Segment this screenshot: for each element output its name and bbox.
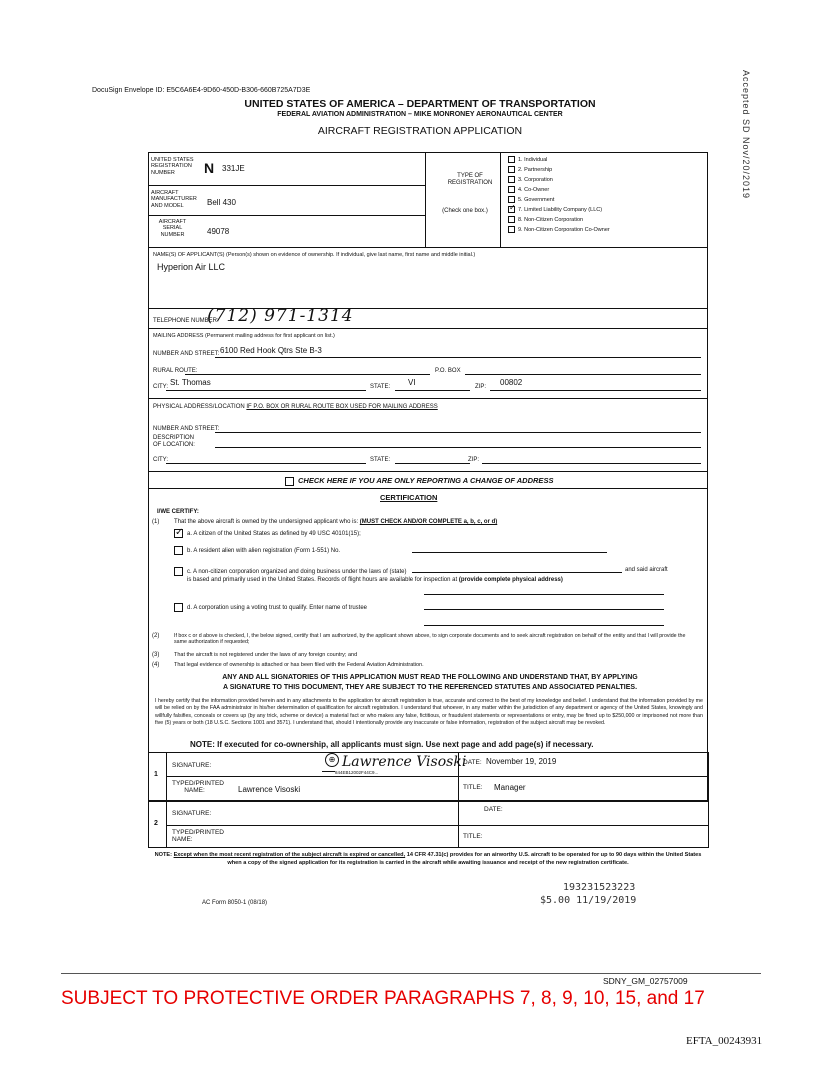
- telephone-label: TELEPHONE NUMBER:: [153, 318, 219, 324]
- option-b[interactable]: b. A resident alien with alien registration (Form 1-551) No.: [174, 546, 340, 555]
- protective-order-notice: SUBJECT TO PROTECTIVE ORDER PARAGRAPHS 7, 8, 9, 10, 15, and 17: [61, 988, 705, 1009]
- manufacturer-value: Bell 430: [207, 198, 236, 207]
- option-b-checkbox[interactable]: [174, 546, 183, 555]
- efta-number: EFTA_00243931: [686, 1035, 763, 1047]
- reg-type-2[interactable]: 2. Partnership: [508, 166, 708, 176]
- signer-1-date-label: DATE:: [463, 759, 482, 766]
- serial-value: 49078: [207, 227, 230, 236]
- warning-line-2: A SIGNATURE TO THIS DOCUMENT, THEY ARE SUBJECT TO THE REFERENCED STATUTES AND ASSOCIATED PENALTIES.: [222, 684, 638, 691]
- mailing-address-label: MAILING ADDRESS (Permanent mailing address for first applicant on list.): [153, 333, 335, 339]
- option-a-checkbox[interactable]: [174, 529, 183, 538]
- option-c-tail: and said aircraft: [625, 567, 668, 573]
- city-value[interactable]: St. Thomas: [170, 378, 211, 387]
- mailing-street-value[interactable]: 6100 Red Hook Qtrs Ste B-3: [220, 346, 322, 355]
- physical-state-label: STATE:: [370, 457, 391, 463]
- reg-number-value: 331JE: [222, 164, 245, 173]
- type-of-registration-label: TYPE OF REGISTRATION: [447, 173, 493, 186]
- state-value[interactable]: VI: [408, 378, 416, 387]
- signer-1-title-label: TITLE:: [463, 784, 483, 791]
- option-d[interactable]: d. A corporation using a voting trust to qualify. Enter name of trustee: [174, 603, 367, 612]
- reg-type-5[interactable]: 5. Government: [508, 196, 708, 206]
- certification-body: I hereby certify that the information provided herein and in any attachments to the application for aircraft registration is true, accurate and correct to the best of my knowledge and belief. I understand that the information provided by me will be relied on by the FAA administrator in his/her determination of qualification for aircraft registration. I understand that whoever, in any matter within the jurisdiction of any department or agency of the United States, knowingly and willfully falsifies, conceals or covers up (by any trick, scheme or device) a material fact or who makes any false, fictitious, or fraudulent statements or representations or entry, may be fined up to $250,000 or imprisoned not more than five (5) years or both (18 U.S.C. Sections 1001 and 3571). I understand that, should I intentionally provide any inaccurate or false information, registration of the subject aircraft may be revoked.: [155, 698, 703, 726]
- item-2-text: If box c or d above is checked, I, the below signed, certify that I am authorized, by the applicant shown above, to sign corporate documents and to seek aircraft registration on behalf of the entity and that I will provide the same authorization if requested;: [174, 633, 686, 646]
- item-4-text: That legal evidence of ownership is attached or has been filed with the Federal Aviation Administration.: [174, 662, 424, 668]
- change-of-address-checkbox[interactable]: [285, 477, 294, 486]
- item-3-text: That the aircraft is not registered under the laws of any foreign country; and: [174, 652, 358, 658]
- signer-2-number: 2: [154, 820, 158, 827]
- accepted-stamp: Accepted SD Nov/20/2019: [741, 70, 751, 200]
- reg-type-1[interactable]: 1. Individual: [508, 156, 708, 166]
- signer-1-typed-name-label: TYPED/PRINTED NAME:: [172, 780, 225, 795]
- city-label: CITY:: [153, 384, 169, 390]
- signer-2-typed-name-label: TYPED/PRINTED NAME:: [172, 829, 225, 844]
- option-c-detail: is based and primarily used in the United States. Records of flight hours are available for inspection at (provide complete physical address): [187, 577, 563, 583]
- reg-type-4[interactable]: 4. Co-Owner: [508, 186, 708, 196]
- header-title: UNITED STATES OF AMERICA – DEPARTMENT OF TRANSPORTATION: [244, 98, 596, 110]
- serial-label: AIRCRAFT SERIAL NUMBER: [158, 219, 187, 238]
- reg-type-5-checkbox[interactable]: [508, 196, 515, 203]
- receipt-number: 193231523223: [563, 882, 636, 893]
- header-subtitle: FEDERAL AVIATION ADMINISTRATION – MIKE MONRONEY AERONAUTICAL CENTER: [277, 111, 563, 118]
- zip-value[interactable]: 00802: [500, 378, 523, 387]
- telephone-value[interactable]: (712) 971-1314: [207, 306, 354, 326]
- physical-street-label: NUMBER AND STREET:: [153, 426, 220, 432]
- footer-note: NOTE: Except when the most recent registration of the subject aircraft is expired or cancelled, 14 CFR 47.31(c) provides for an airworthy U.S. aircraft to be operated for up to 90 days within the United States when a copy of the signed application for its registration is carried in the aircraft while awaiting issuance and receipt of the new registration certificate.: [154, 852, 702, 866]
- reg-type-7-checkbox[interactable]: [508, 206, 515, 213]
- co-ownership-note: NOTE: If executed for co-ownership, all applicants must sign. Use next page and add page(s) if necessary.: [190, 740, 594, 749]
- option-a[interactable]: ✓a. A citizen of the United States as defined by 49 USC 40101(15);: [174, 529, 361, 538]
- we-certify-label: I/WE CERTIFY:: [157, 509, 199, 515]
- form-number: AC Form 8050-1 (08/18): [202, 900, 268, 906]
- signer-1-number: 1: [154, 771, 158, 778]
- docusign-seal-icon: ⊕: [325, 753, 339, 767]
- signer-2-title-label: TITLE:: [463, 833, 483, 840]
- applicant-name[interactable]: Hyperion Air LLC: [157, 262, 226, 272]
- reg-type-8-checkbox[interactable]: [508, 216, 515, 223]
- signer-1-signature[interactable]: Lawrence Visoski: [342, 754, 467, 770]
- receipt-fee: $5.00 11/19/2019: [540, 895, 637, 906]
- signer-2-date-label: DATE:: [484, 806, 503, 813]
- signer-2-signature-label: SIGNATURE:: [172, 810, 212, 817]
- option-d-checkbox[interactable]: [174, 603, 183, 612]
- physical-zip-label: ZIP:: [468, 457, 480, 463]
- reg-type-3-checkbox[interactable]: [508, 176, 515, 183]
- item-1-num: (1): [152, 519, 160, 525]
- reg-type-9[interactable]: 9. Non-Citizen Corporation Co-Owner: [508, 226, 708, 236]
- bates-number: SDNY_GM_02757009: [603, 976, 688, 986]
- option-c-checkbox[interactable]: [174, 567, 183, 576]
- rural-route-label: RURAL ROUTE:: [153, 368, 198, 374]
- reg-type-9-checkbox[interactable]: [508, 226, 515, 233]
- physical-city-label: CITY:: [153, 457, 169, 463]
- envelope-id: DocuSign Envelope ID: E5C6A6E4-9D60-450D-B306-660B725A7D3E: [92, 87, 311, 94]
- certification-heading: CERTIFICATION: [380, 493, 438, 502]
- n-prefix: N: [204, 160, 215, 176]
- po-box-label: P.O. BOX: [435, 368, 461, 374]
- item-1-text: That the above aircraft is owned by the undersigned applicant who is: (MUST CHECK AND/OR COMPLETE a, b, c, or d): [174, 519, 498, 525]
- item-4-num: (4): [152, 662, 160, 668]
- physical-address-label: PHYSICAL ADDRESS/LOCATION IF P.O. BOX OR RURAL ROUTE BOX USED FOR MAILING ADDRESS: [153, 404, 438, 410]
- warning-line-1: ANY AND ALL SIGNATORIES OF THIS APPLICATION MUST READ THE FOLLOWING AND UNDERSTAND THAT, BY APPLYING: [222, 674, 638, 681]
- applicant-names-label: NAME(S) OF APPLICANT(S) (Person(s) shown on evidence of ownership. If individual, give last name, first name and middle initial.): [153, 252, 476, 258]
- check-one-label: (Check one box.): [442, 208, 488, 214]
- reg-number-label: UNITED STATES REGISTRATION NUMBER: [151, 157, 194, 176]
- signer-1-title[interactable]: Manager: [494, 783, 526, 792]
- manufacturer-label: AIRCRAFT MANUFACTURER AND MODEL: [151, 190, 197, 209]
- state-label: STATE:: [370, 384, 391, 390]
- mailing-street-label: NUMBER AND STREET:: [153, 351, 220, 357]
- signer-1-date[interactable]: November 19, 2019: [486, 757, 557, 766]
- signer-1-typed-name[interactable]: Lawrence Visoski: [238, 785, 301, 794]
- reg-type-2-checkbox[interactable]: [508, 166, 515, 173]
- reg-type-7[interactable]: ✓7. Limited Liability Company (LLC): [508, 206, 708, 216]
- signer-1-signature-id: 844EB12002F44C9...: [335, 770, 379, 775]
- zip-label: ZIP:: [475, 384, 487, 390]
- registration-type-list: [508, 156, 708, 236]
- change-of-address-row[interactable]: CHECK HERE IF YOU ARE ONLY REPORTING A CHANGE OF ADDRESS: [285, 476, 553, 486]
- reg-type-4-checkbox[interactable]: [508, 186, 515, 193]
- location-description-label: DESCRIPTION OF LOCATION:: [153, 435, 195, 448]
- reg-type-8[interactable]: 8. Non-Citizen Corporation: [508, 216, 708, 226]
- reg-type-1-checkbox[interactable]: [508, 156, 515, 163]
- form-title: AIRCRAFT REGISTRATION APPLICATION: [317, 125, 523, 137]
- item-2-num: (2): [152, 633, 160, 639]
- reg-type-3[interactable]: 3. Corporation: [508, 176, 708, 186]
- option-c[interactable]: c. A non-citizen corporation organized and doing business under the laws of (state): [174, 567, 406, 576]
- signer-1-signature-label: SIGNATURE:: [172, 762, 212, 769]
- item-3-num: (3): [152, 652, 160, 658]
